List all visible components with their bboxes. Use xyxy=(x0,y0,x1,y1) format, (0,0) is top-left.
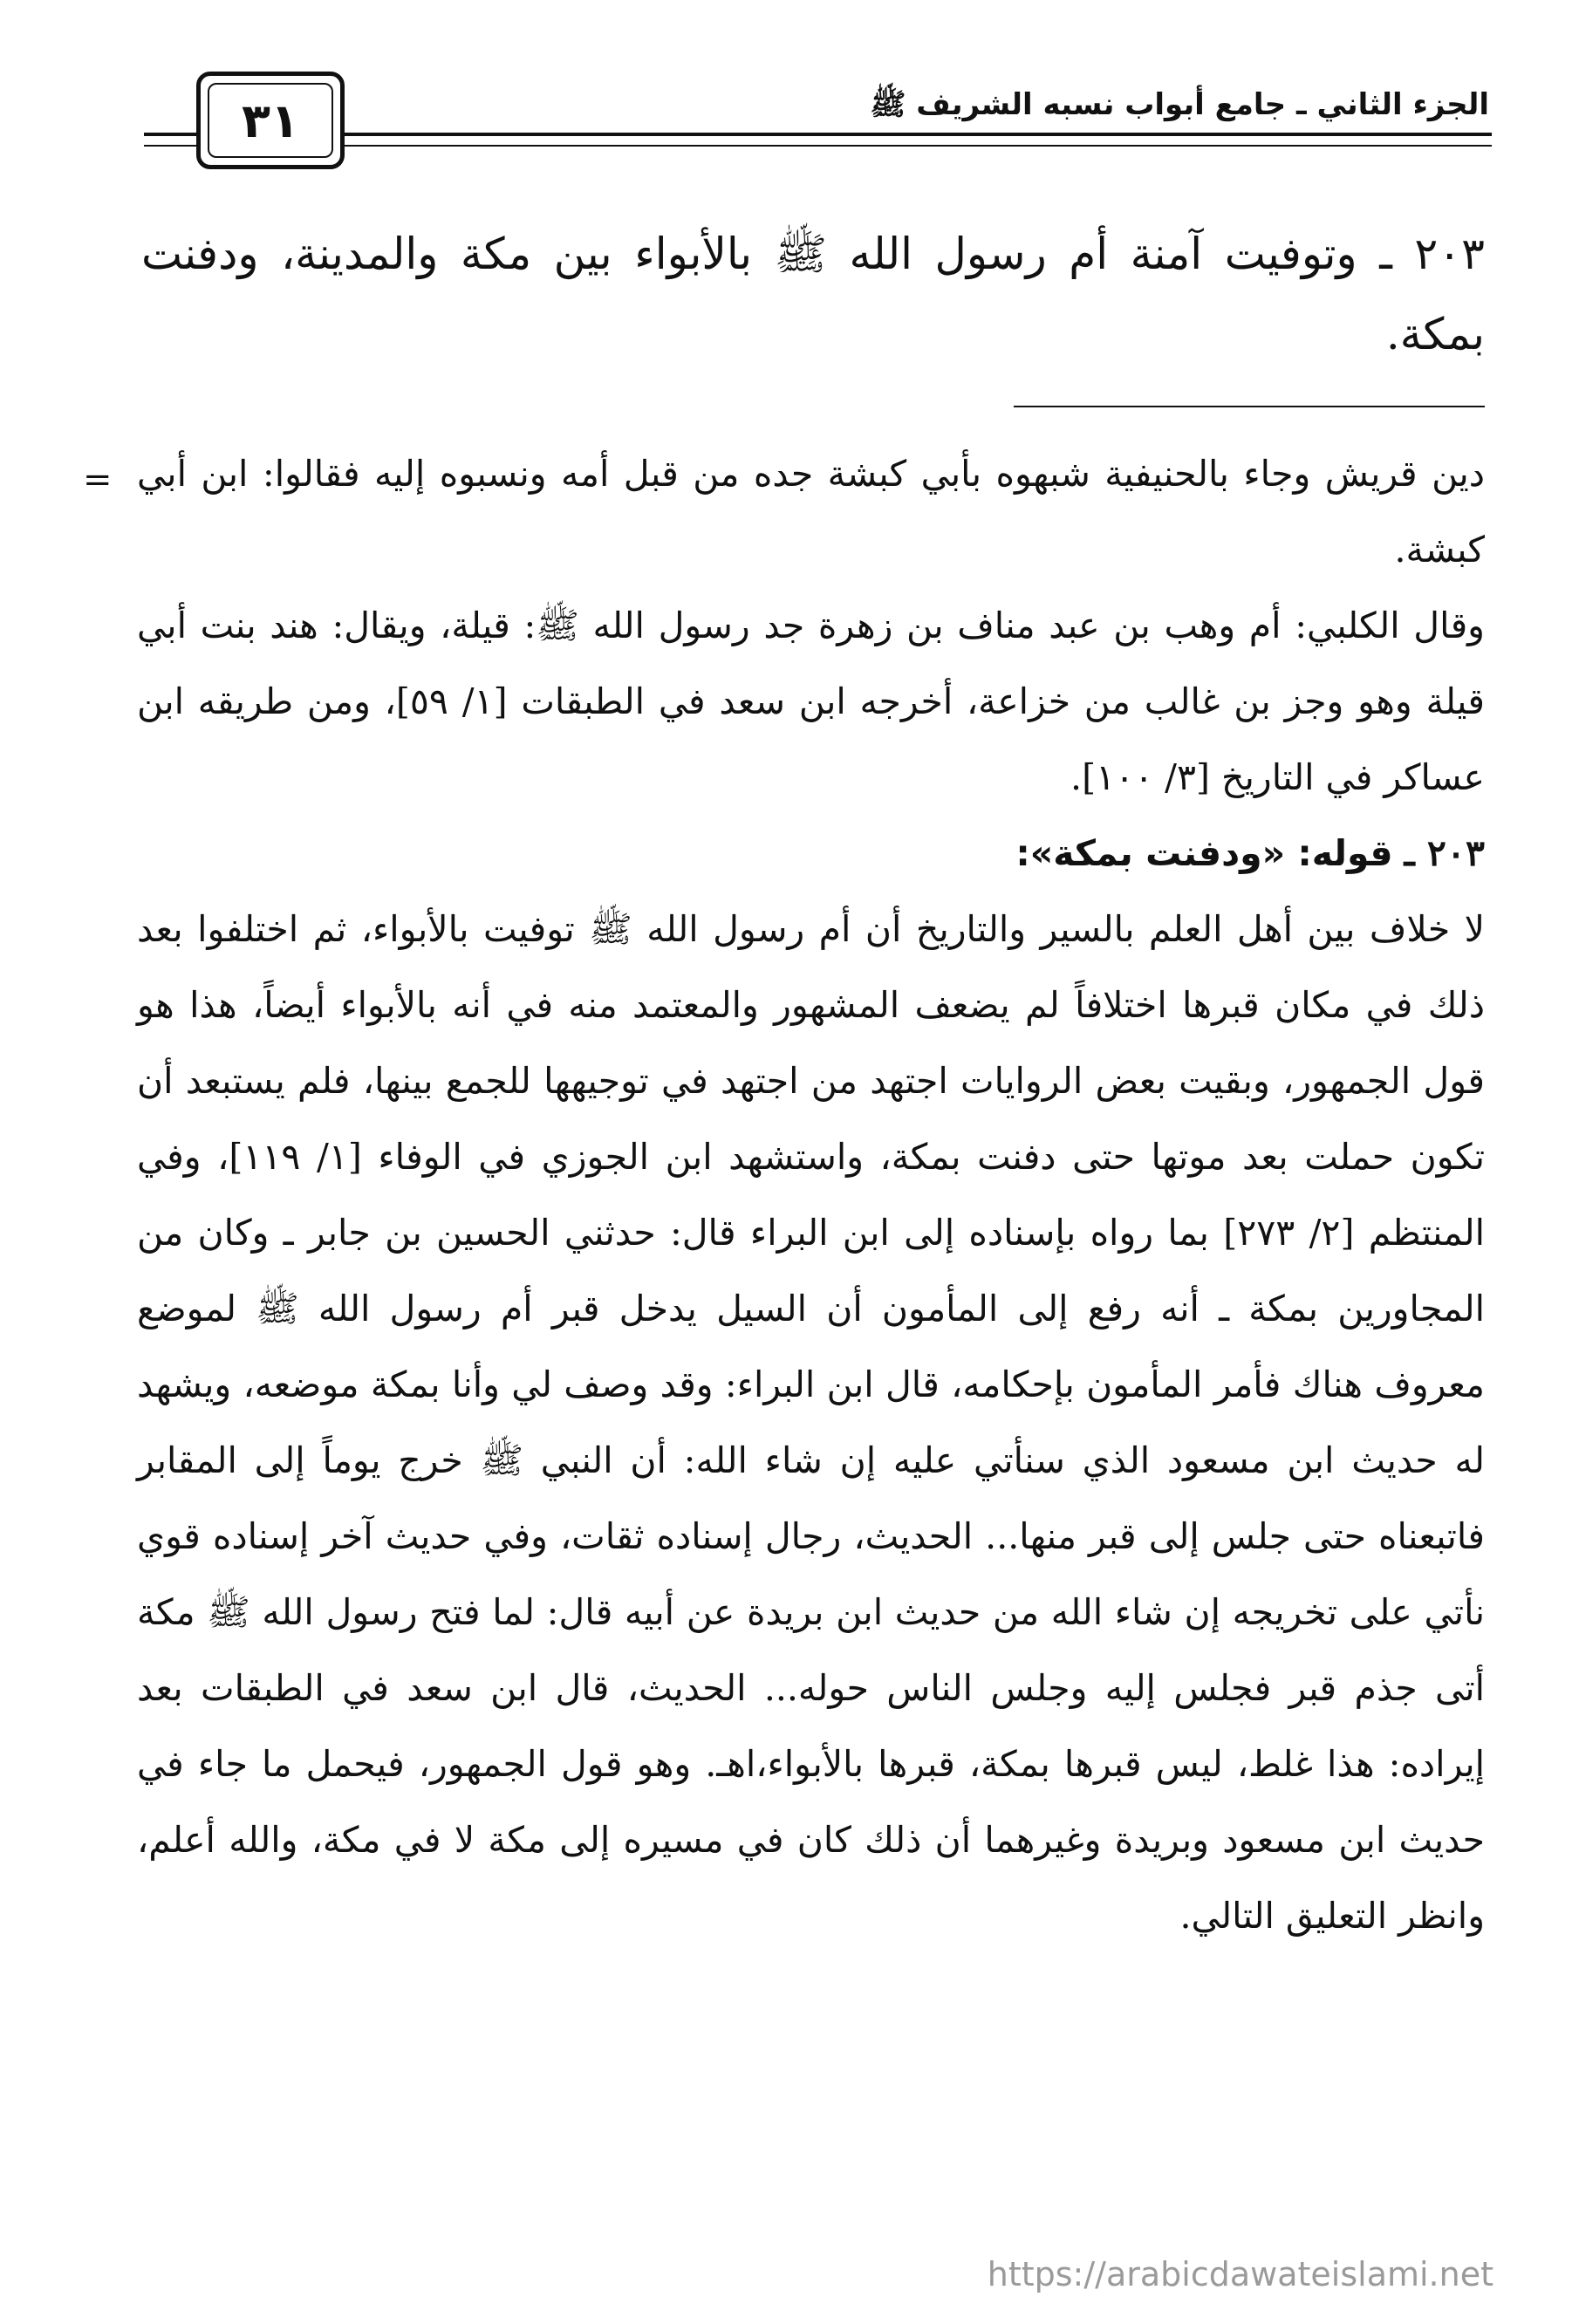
page-number: ٣١ xyxy=(208,83,333,158)
header-rule-thin xyxy=(144,145,1492,147)
footnote-paragraph-1: دين قريش وجاء بالحنيفية شبهوه بأبي كبشة جده من قبل أمه ونسبوه إليه فقالوا: ابن أبي كبشة. xyxy=(137,453,1485,571)
footnote-number: ٢٠٣ ـ xyxy=(1404,832,1485,874)
page-number-frame xyxy=(196,72,345,169)
footnote-continuation-marker: = xyxy=(83,460,113,500)
main-text-hadith-203: ٢٠٣ ـ وتوفيت آمنة أم رسول الله ﷺ بالأبواء بين مكة والمدينة، ودفنت بمكة. xyxy=(141,229,1485,359)
footnote-separator-rule xyxy=(1014,406,1485,407)
footnote-body: لا خلاف بين أهل العلم بالسير والتاريخ أن أم رسول الله ﷺ توفيت بالأبواء، ثم اختلفوا بعد ذلك في مكان قبرها اختلافاً لم يضعف المشهور والمعتمد منه في أنه بالأبواء أيضاً، هذا هو قول الجمهور، وبقيت بعض الروايات اجتهد من اجتهد في توجيهها للجمع بينها، فلم يستبعد أن تكون حملت بعد موتها حتى دفنت بمكة، واستشهد ابن الجوزي في الوفاء [١/ ١١٩]، وفي المنتظم [٢/ ٢٧٣] بما رواه بإسناده إلى ابن البراء قال: حدثني الحسين بن جابر ـ وكان من المجاورين بمكة ـ أنه رفع إلى المأمون أن السيل يدخل قبر أم رسول الله ﷺ لموضع معروف هناك فأمر المأمون بإحكامه، قال ابن البراء: وقد وصف لي وأنا بمكة موضعه، ويشهد له حديث ابن مسعود الذي سنأتي عليه إن شاء الله: أن النبي ﷺ خرج يوماً إلى المقابر فاتبعناه حتى جلس إلى قبر منها... الحديث، رجال إسناده ثقات، وفي حديث آخر إسناده قوي نأتي على تخريجه إن شاء الله من حديث ابن بريدة عن أبيه قال: لما فتح رسول الله ﷺ مكة أتى جذم قبر فجلس إليه وجلس الناس حوله... الحديث، قال ابن سعد في الطبقات بعد إيراده: هذا غلط، ليس قبرها بمكة، قبرها بالأبواء،اهـ. وهو قول الجمهور، فيحمل ما جاء في حديث ابن مسعود وبريدة وغيرهما أن ذلك كان في مسيره إلى مكة لا في مكة، والله أعلم، وانظر التعليق التالي. xyxy=(137,908,1485,1937)
running-header-title: الجزء الثاني ـ جامع أبواب نسبه الشريف ﷺ xyxy=(870,87,1489,122)
footnote-heading xyxy=(137,816,1485,892)
header-rule-thick xyxy=(144,133,1492,136)
footnotes-section xyxy=(137,436,1485,1954)
website-watermark: https://arabicdawateislami.net xyxy=(987,2255,1493,2293)
footnote-paragraph-2: وقال الكلبي: أم وهب بن عبد مناف بن زهرة جد رسول الله ﷺ: قيلة، ويقال: هند بنت أبي قيلة وهو وجز بن غالب من خزاعة، أخرجه ابن سعد في الطبقات [١/ ٥٩]، ومن طريقه ابن عساكر في التاريخ [٣/ ١٠٠]. xyxy=(137,605,1486,798)
footnote-lemma: قوله: «ودفنت بمكة»: xyxy=(1015,832,1393,874)
